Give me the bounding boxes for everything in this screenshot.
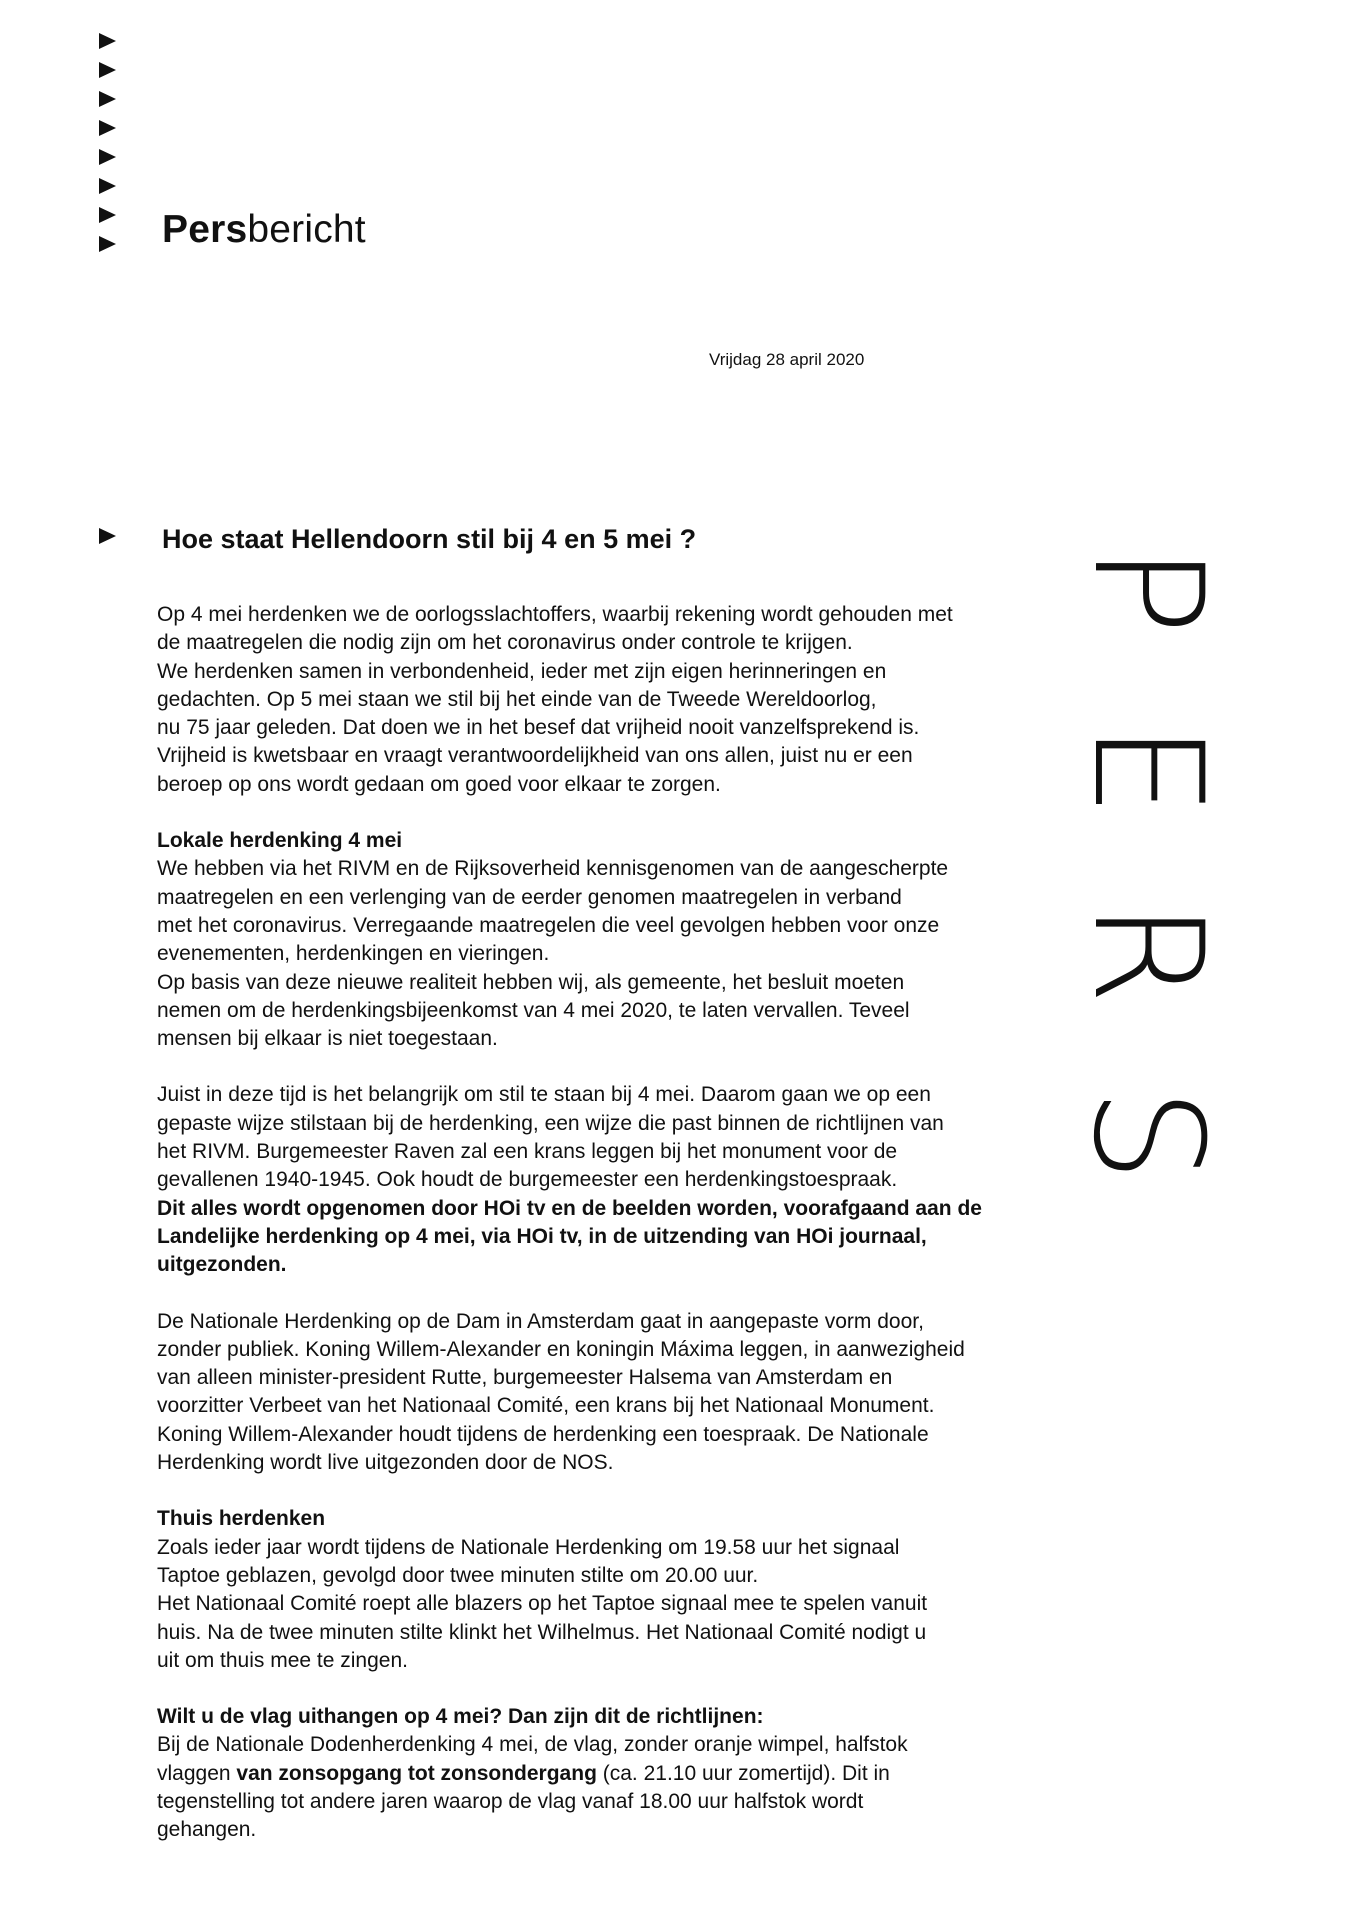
arrow-right-icon bbox=[99, 149, 116, 165]
section-heading: Wilt u de vlag uithangen op 4 mei? Dan zijn dit de richtlijnen: bbox=[157, 1705, 764, 1729]
text-line: Bij de Nationale Dodenherdenking 4 mei, de vlag, zonder oranje wimpel, halfstok bbox=[157, 1733, 908, 1757]
text-line: beroep op ons wordt gedaan om goed voor elkaar te zorgen. bbox=[157, 772, 721, 796]
side-label-letter: E bbox=[1060, 722, 1234, 818]
text-line-mixed bbox=[157, 1760, 1077, 1788]
text-line: Zoals ieder jaar wordt tijdens de Nationale Herdenking om 19.58 uur het signaal bbox=[157, 1535, 900, 1559]
arrow-right-icon bbox=[99, 91, 116, 107]
decorative-arrow-stack bbox=[99, 33, 116, 265]
text-line: voorzitter Verbeet van het Nationaal Comité, een krans bij het Nationaal Monument. bbox=[157, 1394, 935, 1418]
text-fragment-bold: van zonsopgang tot zonsondergang bbox=[236, 1761, 597, 1785]
text-line: nu 75 jaar geleden. Dat doen we in het besef dat vrijheid nooit vanzelfsprekend is. bbox=[157, 716, 920, 740]
text-line-bold: Landelijke herdenking op 4 mei, via HOi tv, in de uitzending van HOi journaal, bbox=[157, 1224, 927, 1248]
text-line: met het coronavirus. Verregaande maatregelen die veel gevolgen hebben voor onze bbox=[157, 913, 940, 937]
text-line-bold: uitgezonden. bbox=[157, 1253, 287, 1277]
text-line: evenementen, herdenkingen en vieringen. bbox=[157, 942, 550, 966]
arrow-right-icon bbox=[99, 120, 116, 136]
section-heading: Thuis herdenken bbox=[157, 1507, 326, 1531]
intro-paragraph bbox=[157, 601, 1077, 799]
text-line: Op basis van deze nieuwe realiteit hebben wij, als gemeente, het besluit moeten bbox=[157, 970, 905, 994]
arrow-right-icon bbox=[99, 33, 116, 49]
text-line: huis. Na de twee minuten stilte klinkt het Wilhelmus. Het Nationaal Comité nodigt u bbox=[157, 1620, 927, 1644]
text-line: De Nationale Herdenking op de Dam in Amsterdam gaat in aangepaste vorm door, bbox=[157, 1309, 924, 1333]
text-line: gevallenen 1940-1945. Ook houdt de burgemeester een herdenkingstoespraak. bbox=[157, 1168, 898, 1192]
text-line: van alleen minister-president Rutte, burgemeester Halsema van Amsterdam en bbox=[157, 1366, 893, 1390]
text-line: We herdenken samen in verbondenheid, ieder met zijn eigen herinneringen en bbox=[157, 659, 887, 683]
article-body bbox=[157, 601, 1077, 1873]
document-type-title bbox=[162, 208, 366, 252]
text-line: maatregelen en een verlenging van de eerder genomen maatregelen in verband bbox=[157, 885, 902, 909]
text-line: het RIVM. Burgemeester Raven zal een krans leggen bij het monument voor de bbox=[157, 1140, 898, 1164]
headline: Hoe staat Hellendoorn stil bij 4 en 5 mei ? bbox=[162, 524, 697, 554]
document-date: Vrijdag 28 april 2020 bbox=[709, 350, 865, 369]
text-line: We hebben via het RIVM en de Rijksoverheid kennisgenomen van de aangescherpte bbox=[157, 857, 949, 881]
text-line: gepaste wijze stilstaan bij de herdenking, een wijze die past binnen de richtlijnen van bbox=[157, 1111, 944, 1135]
text-line: Vrijheid is kwetsbaar en vraagt verantwoordelijkheid van ons allen, juist nu er een bbox=[157, 744, 913, 768]
flag-guidelines-section bbox=[157, 1703, 1077, 1844]
text-line: zonder publiek. Koning Willem-Alexander en koningin Máxima leggen, in aanwezigheid bbox=[157, 1337, 965, 1361]
arrow-right-icon bbox=[99, 178, 116, 194]
side-label-letter: S bbox=[1060, 1087, 1234, 1183]
text-line-bold: Dit alles wordt opgenomen door HOi tv en de beelden worden, voorafgaand aan de bbox=[157, 1196, 982, 1220]
text-line: gehangen. bbox=[157, 1818, 257, 1842]
text-line: Taptoe geblazen, gevolgd door twee minuten stilte om 20.00 uur. bbox=[157, 1563, 759, 1587]
text-line: Het Nationaal Comité roept alle blazers op het Taptoe signaal mee te spelen vanuit bbox=[157, 1592, 928, 1616]
text-line: Op 4 mei herdenken we de oorlogsslachtoffers, waarbij rekening wordt gehouden met bbox=[157, 603, 953, 626]
side-label-letter: P bbox=[1060, 544, 1234, 636]
text-line: Juist in deze tijd is het belangrijk om stil te staan bij 4 mei. Daarom gaan we op een bbox=[157, 1083, 931, 1107]
section-heading: Lokale herdenking 4 mei bbox=[157, 829, 403, 853]
arrow-right-icon bbox=[99, 62, 116, 78]
document-type-rest: bericht bbox=[247, 208, 366, 251]
document-type-bold: Pers bbox=[162, 208, 248, 251]
local-commemoration-section bbox=[157, 827, 1077, 1053]
vertical-side-label bbox=[1060, 515, 1234, 1205]
text-line: Herdenking wordt live uitgezonden door de NOS. bbox=[157, 1451, 614, 1475]
wreath-laying-paragraph bbox=[157, 1081, 1077, 1279]
text-line: tegenstelling tot andere jaren waarop de vlag vanaf 18.00 uur halfstok wordt bbox=[157, 1789, 864, 1813]
text-line: mensen bij elkaar is niet toegestaan. bbox=[157, 1027, 498, 1051]
national-commemoration-paragraph bbox=[157, 1308, 1077, 1478]
text-line: gedachten. Op 5 mei staan we stil bij het einde van de Tweede Wereldoorlog, bbox=[157, 687, 877, 711]
text-line: uit om thuis mee te zingen. bbox=[157, 1648, 408, 1672]
text-line: Koning Willem-Alexander houdt tijdens de herdenking een toespraak. De Nationale bbox=[157, 1422, 929, 1446]
text-line: de maatregelen die nodig zijn om het coronavirus onder controle te krijgen. bbox=[157, 631, 853, 655]
text-fragment: vlaggen bbox=[157, 1761, 237, 1785]
text-fragment: (ca. 21.10 uur zomertijd). Dit in bbox=[596, 1761, 890, 1785]
arrow-right-icon bbox=[99, 207, 116, 223]
arrow-right-icon bbox=[99, 528, 116, 544]
side-label-letter: R bbox=[1060, 900, 1234, 1006]
home-commemoration-section bbox=[157, 1505, 1077, 1675]
arrow-right-icon bbox=[99, 236, 116, 252]
text-line: nemen om de herdenkingsbijeenkomst van 4 mei 2020, te laten vervallen. Teveel bbox=[157, 998, 910, 1022]
